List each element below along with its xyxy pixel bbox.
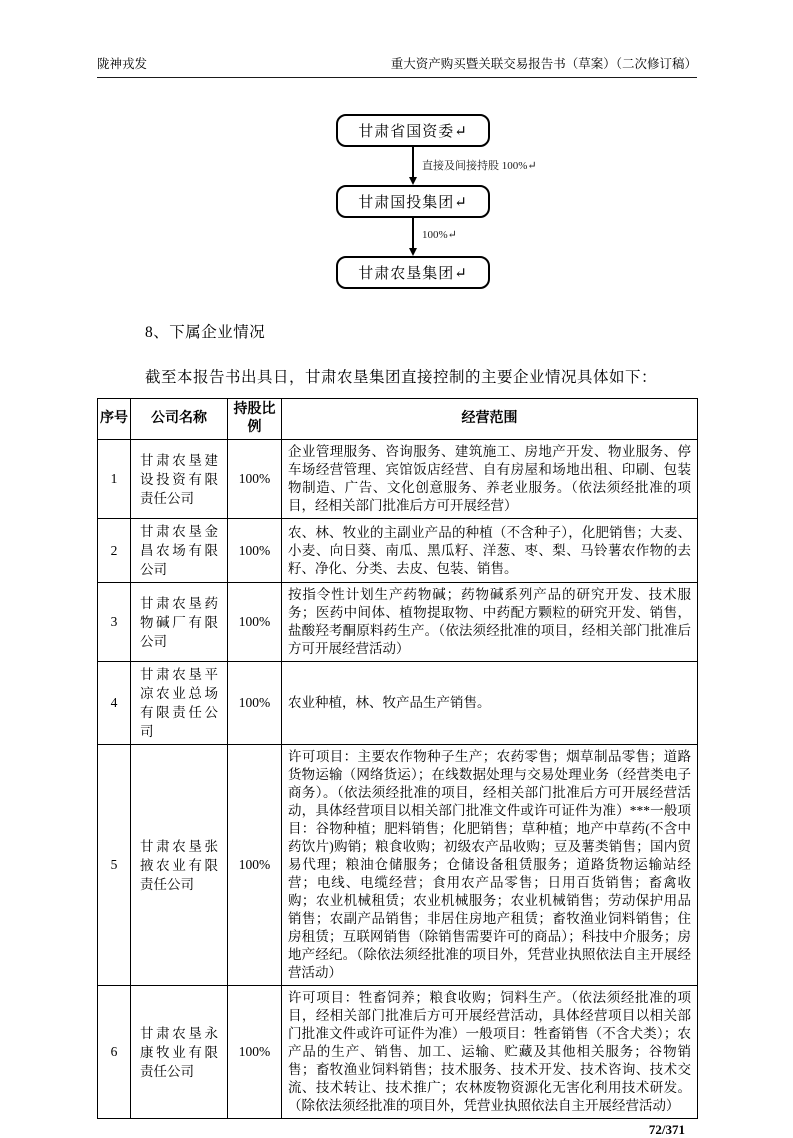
table-row: [98, 662, 698, 745]
column-header-company-name: 公司名称: [131, 399, 228, 440]
connector-line: [412, 218, 414, 249]
cell-company-name: 甘肃农垦药物碱厂有限公司: [131, 583, 228, 662]
diagram-node-provincial-sasac: [336, 114, 490, 147]
arrow-down-icon: [409, 248, 417, 256]
table-row: [98, 519, 698, 583]
cell-shareholding-ratio: 100%: [228, 440, 282, 519]
cell-company-name: 甘肃农垦张掖农业有限责任公司: [131, 745, 228, 986]
column-header-index: 序号: [98, 399, 131, 440]
column-header-business-scope: 经营范围: [282, 399, 698, 440]
diagram-node-label: 甘肃农垦集团↵: [358, 266, 468, 282]
cell-shareholding-ratio: 100%: [228, 745, 282, 986]
cell-shareholding-ratio: 100%: [228, 986, 282, 1119]
cell-index: 4: [98, 662, 131, 745]
connector-line: [412, 147, 414, 178]
cell-business-scope: 许可项目：主要农作物种子生产；农药零售；烟草制品零售；道路货物运输（网络货运）；在线数据处理与交易处理业务（经营类电子商务）。（依法须经批准的项目，经相关部门批准后方可开展经营活动，具体经营项目以相关部门批准文件或许可证件为准）***一般项目：谷物种植；肥料销售；化肥销售；草种植；地产中草药(不含中药饮片)购销；粮食收购；初级农产品收购；豆及薯类销售；国内贸易代理；粮油仓储服务；仓储设备租赁服务；道路货物运输站经营；电线、电缆经营；食用农产品零售；日用百货销售；畜禽收购；农业机械租赁；农业机械服务；农业机械销售；劳动保护用品销售；农副产品销售；非居住房地产租赁；畜牧渔业饲料销售；住房租赁；互联网销售（除销售需要许可的商品）；科技中介服务；房地产经纪。（除依法须经批准的项目外，凭营业执照依法自主开展经营活动）: [282, 745, 698, 986]
table-row: [98, 986, 698, 1119]
cell-shareholding-ratio: 100%: [228, 519, 282, 583]
cell-index: 6: [98, 986, 131, 1119]
diagram-node-gansu-nongken-group: [336, 256, 490, 289]
cell-company-name: 甘肃农垦永康牧业有限责任公司: [131, 986, 228, 1119]
intro-paragraph: 截至本报告书出具日，甘肃农垦集团直接控制的主要企业情况具体如下：: [145, 369, 658, 386]
header-left-title: 陇神戎发: [97, 57, 148, 71]
diagram-connector-1: [283, 147, 543, 185]
diagram-node-gansu-guotou-group: [336, 185, 490, 218]
page-number: 72/371: [648, 1122, 685, 1137]
cell-company-name: 甘肃农垦金昌农场有限公司: [131, 519, 228, 583]
cell-index: 3: [98, 583, 131, 662]
cell-index: 1: [98, 440, 131, 519]
diagram-connector-2: [283, 218, 543, 256]
cell-shareholding-ratio: 100%: [228, 662, 282, 745]
header-right-title: 重大资产购买暨关联交易报告书（草案）（二次修订稿）: [390, 57, 697, 71]
cell-company-name: 甘肃农垦平凉农业总场有限责任公司: [131, 662, 228, 745]
table-row: [98, 583, 698, 662]
subsidiaries-table: [97, 398, 698, 1119]
table-row: [98, 440, 698, 519]
arrow-down-icon: [409, 177, 417, 185]
cell-shareholding-ratio: 100%: [228, 583, 282, 662]
cell-index: 2: [98, 519, 131, 583]
ownership-structure-diagram: [113, 114, 713, 289]
section-heading: 8、下属企业情况: [145, 324, 266, 341]
cell-business-scope: 农、林、牧业的主副业产品的种植（不含种子），化肥销售；大麦、小麦、向日葵、南瓜、黑瓜籽、洋葱、枣、梨、马铃薯农作物的去籽、净化、分类、去皮、包装、销售。: [282, 519, 698, 583]
cell-business-scope: 农业种植，林、牧产品生产销售。: [282, 662, 698, 745]
table-header-row: [98, 399, 698, 440]
table-row: [98, 745, 698, 986]
column-header-shareholding-ratio: 持股比例: [228, 399, 282, 440]
diagram-node-label: 甘肃国投集团↵: [358, 195, 468, 211]
diagram-edge-label: 100%↵: [422, 229, 457, 241]
cell-business-scope: 许可项目：牲畜饲养；粮食收购；饲料生产。（依法须经批准的项目，经相关部门批准后方可开展经营活动，具体经营项目以相关部门批准文件或许可证件为准）一般项目：牲畜销售（不含犬类）；农产品的生产、销售、加工、运输、贮藏及其他相关服务；谷物销售；畜牧渔业饲料销售；技术服务、技术开发、技术咨询、技术交流、技术转让、技术推广；农林废物资源化无害化利用技术研发。（除依法须经批准的项目外，凭营业执照依法自主开展经营活动）: [282, 986, 698, 1119]
cell-company-name: 甘肃农垦建设投资有限责任公司: [131, 440, 228, 519]
page-header: [97, 54, 697, 78]
cell-business-scope: 按指令性计划生产药物碱；药物碱系列产品的研究开发、技术服务；医药中间体、植物提取物、中药配方颗粒的研究开发、销售，盐酸羟考酮原料药生产。（依法须经批准的项目，经相关部门批准后方可开展经营活动）: [282, 583, 698, 662]
diagram-node-label: 甘肃省国资委↵: [358, 124, 468, 140]
cell-business-scope: 企业管理服务、咨询服务、建筑施工、房地产开发、物业服务、停车场经营管理、宾馆饭店经营、自有房屋和场地出租、印刷、包装物制造、广告、文化创意服务、养老业服务。（依法须经批准的项目，经相关部门批准后方可开展经营）: [282, 440, 698, 519]
diagram-edge-label: 直接及间接持股 100%↵: [422, 160, 537, 172]
cell-index: 5: [98, 745, 131, 986]
